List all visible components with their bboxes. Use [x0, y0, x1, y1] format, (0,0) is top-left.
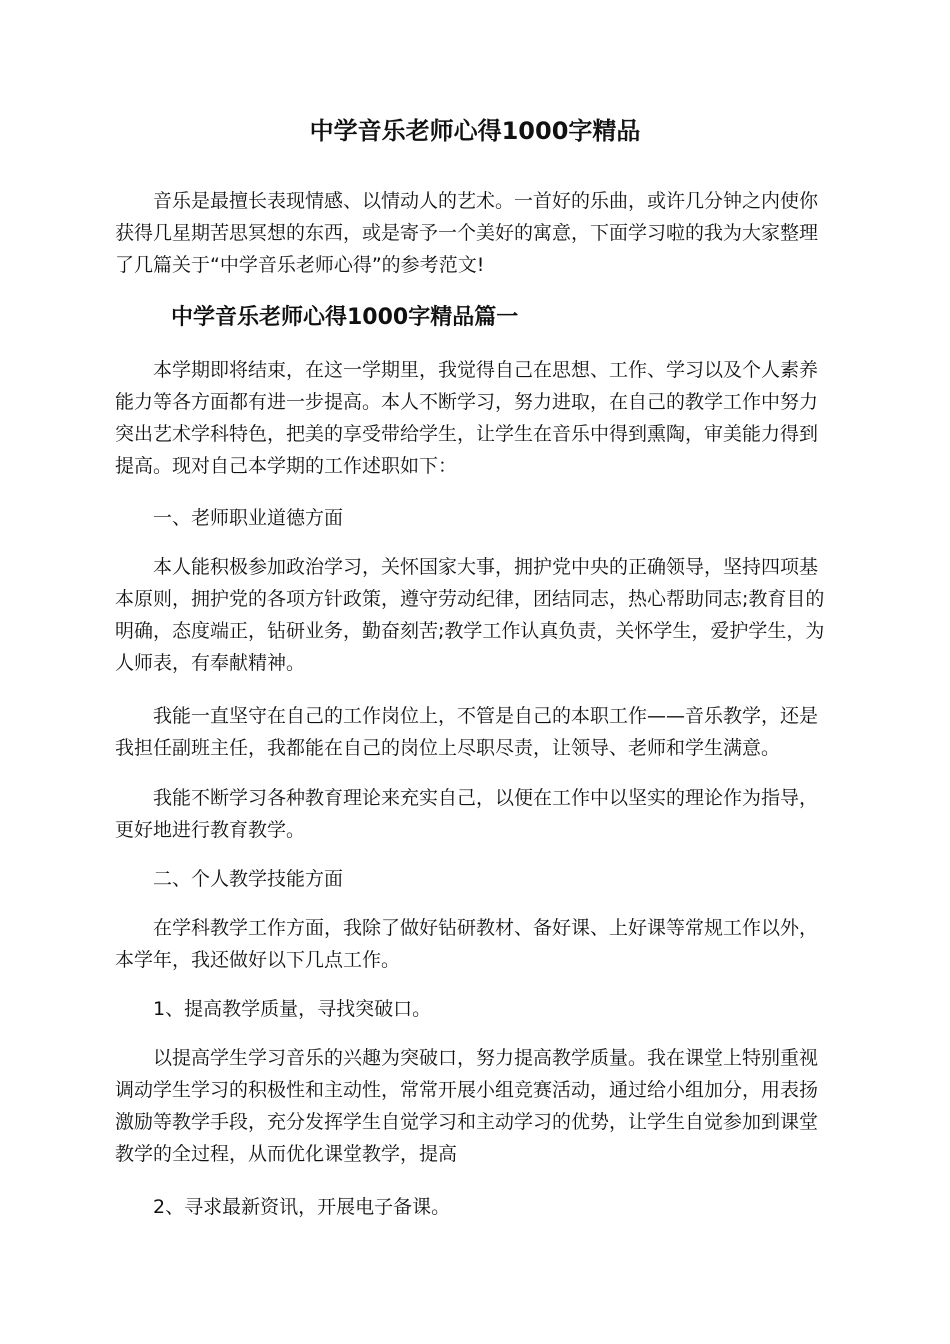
text-line: 明确，态度端正，钻研业务，勤奋刻苦;教学工作认真负责，关怀学生，爱护学生，为 [115, 620, 825, 642]
text-line: 1、提高教学质量，寻找突破口。 [153, 998, 432, 1020]
text-line: 我担任副班主任，我都能在自己的岗位上尽职尽责，让领导、老师和学生满意。 [115, 737, 781, 759]
paragraph-5 [115, 912, 835, 976]
text-line: 二、个人教学技能方面 [153, 868, 344, 890]
text-line: 本人能积极参加政治学习，关怀国家大事，拥护党中央的正确领导，坚持四项基 [153, 556, 819, 578]
text-line: 在学科教学工作方面，我除了做好钻研教材、备好课、上好课等常规工作以外， [153, 917, 819, 939]
text-line: 能力等各方面都有进一步提高。本人不断学习，努力进取，在自己的教学工作中努力 [115, 391, 819, 413]
heading-4 [115, 1191, 835, 1223]
text-line: 激励等教学手段，充分发挥学生自觉学习和主动学习的优势，让学生自觉参加到课堂 [115, 1111, 819, 1133]
paragraph-3 [115, 700, 835, 764]
document-title: 中学音乐老师心得1000字精品 [309, 117, 641, 145]
text-line: 提高。现对自己本学期的工作述职如下： [115, 455, 458, 477]
text-line: 本学年，我还做好以下几点工作。 [115, 949, 401, 971]
text-line: 我能不断学习各种教育理论来充实自己，以便在工作中以坚实的理论作为指导， [153, 787, 819, 809]
text-line: 突出艺术学科特色，把美的享受带给学生，让学生在音乐中得到熏陶，审美能力得到 [115, 423, 819, 445]
text-line: 一、老师职业道德方面 [153, 507, 344, 529]
paragraph-6 [115, 1042, 835, 1170]
heading-1 [115, 502, 835, 534]
text-line: 本原则，拥护党的各项方针政策，遵守劳动纪律，团结同志，热心帮助同志;教育目的 [115, 588, 825, 610]
text-line: 以提高学生学习音乐的兴趣为突破口，努力提高教学质量。我在课堂上特别重视 [153, 1047, 819, 1069]
text-line: 获得几星期苦思冥想的东西，或是寄予一个美好的寓意，下面学习啦的我为大家整理 [115, 222, 819, 244]
intro-paragraph [115, 185, 835, 281]
section-title: 中学音乐老师心得1000字精品篇一 [171, 305, 519, 330]
text-line: 音乐是最擅长表现情感、以情动人的艺术。一首好的乐曲，或许几分钟之内使你 [153, 190, 819, 212]
text-line: 调动学生学习的积极性和主动性，常常开展小组竞赛活动，通过给小组加分，用表扬 [115, 1079, 819, 1101]
text-line: 更好地进行教育教学。 [115, 819, 306, 841]
text-line: 2、寻求最新资讯，开展电子备课。 [153, 1196, 451, 1218]
heading-3 [115, 993, 835, 1025]
text-line: 教学的全过程，从而优化课堂教学，提高 [115, 1143, 458, 1165]
paragraph-4 [115, 782, 835, 846]
heading-2 [115, 863, 835, 895]
text-line: 了几篇关于“中学音乐老师心得”的参考范文! [115, 254, 485, 276]
text-line: 本学期即将结束，在这一学期里，我觉得自己在思想、工作、学习以及个人素养 [153, 359, 819, 381]
paragraph-2 [115, 551, 835, 679]
text-line: 我能一直坚守在自己的工作岗位上，不管是自己的本职工作——音乐教学，还是 [153, 705, 819, 727]
text-line: 人师表，有奉献精神。 [115, 652, 306, 674]
paragraph-1 [115, 354, 835, 482]
